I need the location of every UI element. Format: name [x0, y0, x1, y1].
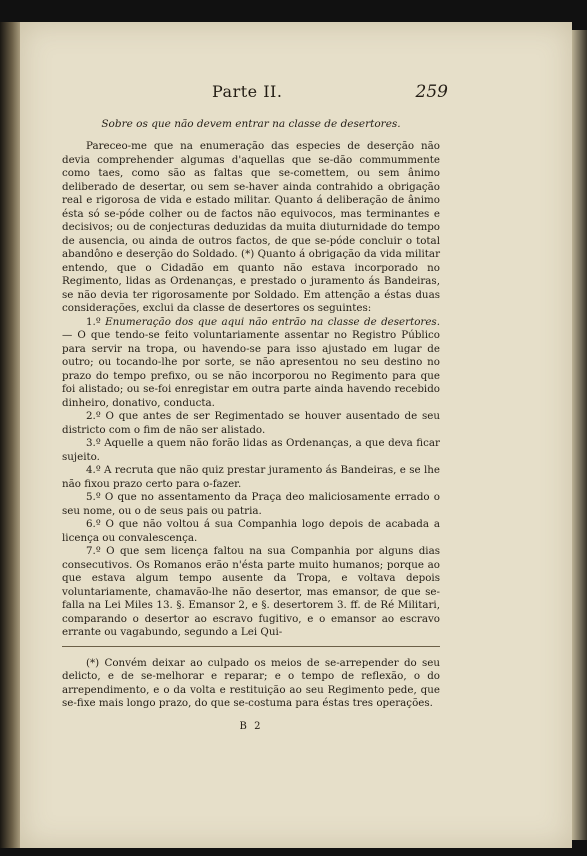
footnote-divider: [62, 646, 440, 647]
item-text: O que no assentamento da Praça deo maliciosamente errado o seu nome, ou o de seus pais ou patria.: [62, 491, 440, 517]
item-text: — O que tendo-se feito voluntariamente assentar no Registro Público para servir na tropa, ou havendo-se para isso ajustado em lugar de outro; ou tocando-lhe por sorte, se não apresentou no seu destino no prazo do tempo prefixo, ou se não incorporou no Regimento para que foi alistado; ou se-foi enregistar em outra parte ainda havendo recebido dinheiro, donativo, conducta.: [62, 329, 440, 409]
page-content: [62, 82, 448, 733]
list-item: [62, 545, 440, 640]
list-item: [62, 316, 440, 411]
list-item: [62, 491, 440, 518]
item-number: 5.º: [86, 491, 101, 503]
enumeration-list: [62, 316, 440, 640]
page-edge: [572, 30, 587, 840]
section-title: Sobre os que não devem entrar na classe de desertores.: [101, 118, 401, 130]
item-number: 7.º: [86, 545, 101, 557]
item-text: Aquelle a quem não forão lidas as Ordenanças, a que deva ficar sujeito.: [62, 437, 440, 463]
page-header: [62, 82, 448, 110]
item-number: 4.º: [86, 464, 101, 476]
item-text: O que sem licença faltou na sua Companhia por alguns dias consecutivos. Os Romanos erão n'ésta parte muito humanos; porque ao que estava algum tempo ausente da Tropa, e voltava depois voluntariamente, chamavão-lhe não desertor, mas emansor, de que se-falla na Lei Miles 13. §. Emansor 2, e §. desertorem 3. ff. de Ré Militari, comparando o desertor ao escravo fugitivo, e o emansor ao escravo errante ou vagabundo, segundo a Lei Qui-: [62, 545, 440, 638]
signature-mark: B 2: [239, 721, 263, 733]
running-head: Parte II.: [212, 82, 283, 101]
item-number: 6.º: [86, 518, 101, 530]
list-item: [62, 464, 440, 491]
list-item: [62, 410, 440, 437]
item-text: A recruta que não quiz prestar juramento ás Bandeiras, e se lhe não fixou prazo certo para o-fazer.: [62, 464, 440, 490]
footnote: (*) Convém deixar ao culpado os meios de se-arrepender do seu delicto, e de se-melhorar e reparar; e o tempo de reflexão, o do arrependimento, e o da volta e restituição ao seu Regimento pede, que se-fixe mais longo prazo, do que se-costuma para éstas tres operações.: [62, 656, 440, 710]
list-item: [62, 518, 440, 545]
item-text: O que antes de ser Regimentado se houver ausentado de seu districto com o fim de não ser alistado.: [62, 410, 441, 436]
item-text: O que não voltou á sua Companhia logo depois de acabada a licença ou convalescença.: [62, 518, 440, 544]
page-number: 259: [415, 82, 448, 102]
intro-paragraph: Pareceo-me que na enumeração das especies de deserção não devia comprehender algumas d'aquellas que se-dão commummente como taes, como são as faltas que se-comettem, ou sem ânimo deliberado de desertar, ou sem se-haver ainda contrahido a obrigação real e rigorosa de vida e estado militar. Quanto á deliberação de ânimo ésta só se-póde colher ou de factos não equivocos, mas terminantes e decisivos; ou de conjecturas deduzidas da muita diuturnidade do tempo de ausencia, ou ainda de outros factos, de que se-póde concluir o total abandôno e deserção do Soldado. (*) Quanto á obrigação da vida militar entendo, que o Cidadão em quanto não estava incorporado no Regimento, lidas as Ordenanças, e prestado o juramento ás Bandeiras, se não devia ter rigorosamente por Soldado. Em attenção a éstas duas considerações, exclui da classe de desertores os seguintes:: [62, 140, 440, 314]
item-number: 2.º: [86, 410, 101, 422]
item-number: 1.º: [86, 315, 101, 328]
item-lead: Enumeração dos que aqui não entrão na classe de desertores.: [105, 315, 440, 328]
item-number: 3.º: [86, 437, 101, 449]
book-spine: [0, 22, 20, 848]
list-item: [62, 437, 440, 464]
